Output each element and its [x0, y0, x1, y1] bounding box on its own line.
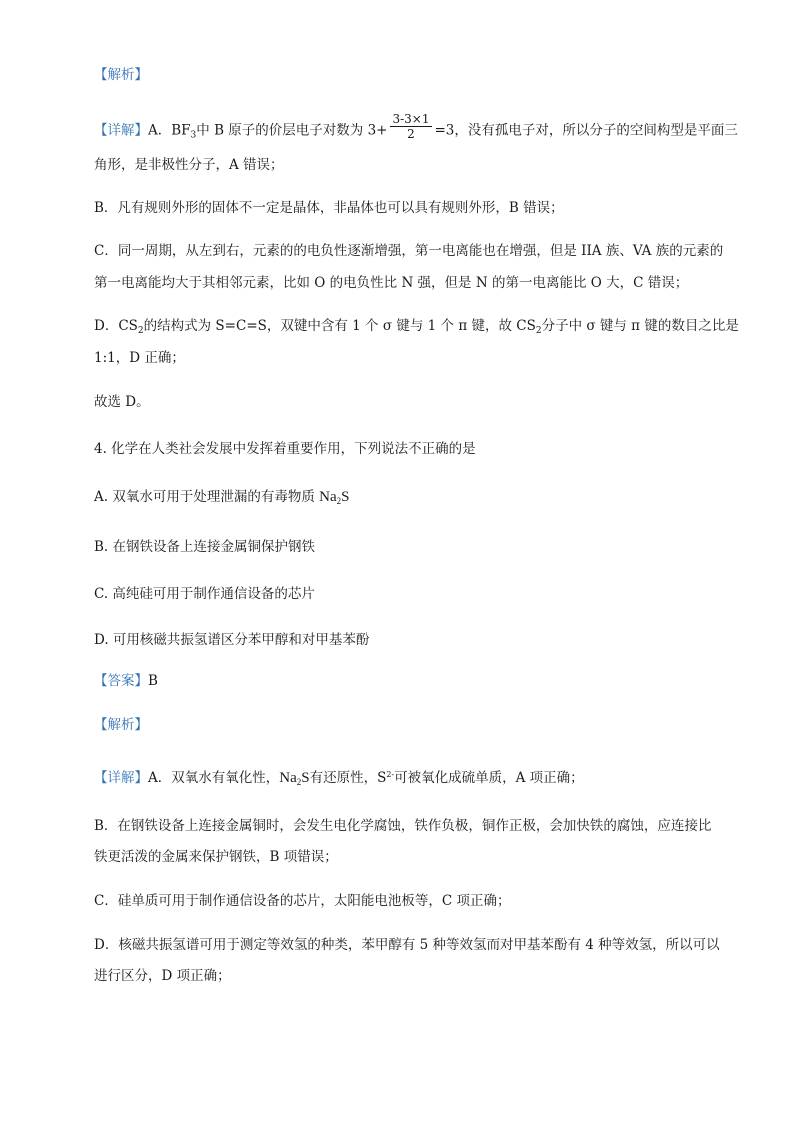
answer-value: B [148, 673, 158, 689]
question-4-option-d: D. 可用核磁共振氢谱区分苯甲醇和对甲基苯酚 [94, 632, 370, 648]
question-4-option-b: B. 在钢铁设备上连接金属铜保护钢铁 [94, 539, 316, 555]
detail-option-b: B．凡有规则外形的固体不一定是晶体，非晶体也可以具有规则外形，B 错误； [94, 200, 564, 216]
answer-line [94, 672, 158, 690]
detail2-option-c: C．硅单质可用于制作通信设备的芯片，太阳能电池板等，C 项正确； [94, 893, 511, 909]
detail-option-a-line1: 【详解】A．$BF_3$中 B 原子的价层电子对数为 3+ $\frac{3-3\times 1}{2}$ =3，没有孤电子对，所以分子的空间构型是平面三 [94, 112, 738, 141]
detail2-option-d-line1: D．核磁共振氢谱可用于测定等效氢的种类，苯甲醇有 5 种等效氢而对甲基苯酚有 4 种等效氢，所以可以 [94, 937, 720, 953]
analysis-tag: 【解析】 [94, 67, 148, 83]
question-4-option-a: A. 双氧水可用于处理泄漏的有毒物质 $Na_2S$ [94, 489, 350, 506]
detail2-option-d-line2: 进行区分，D 项正确； [94, 968, 231, 984]
detail-tag: 【详解】 [94, 770, 148, 786]
detail-option-d-line1: D．$CS_2$的结构式为 S=C=S，双键中含有 1 个 σ 键与 1 个 π 键，故 $CS_2$分子中 σ 键与 π 键的数目之比是 [94, 318, 739, 336]
fraction: $\frac{3-3\times 1}{2}$ [392, 112, 430, 141]
choose-answer: 故选 D。 [94, 394, 150, 410]
detail-option-c-line2: 第一电离能均大于其相邻元素，比如 O 的电负性比 N 强，但是 N 的第一电离能比 O 大，C 错误； [94, 275, 689, 291]
detail2-option-b-line2: 铁更活泼的金属来保护钢铁，B 项错误； [94, 849, 338, 865]
detail-option-c-line1: C．同一周期，从左到右，元素的的电负性逐渐增强，第一电离能也在增强，但是 IIA 族、VA 族的元素的 [94, 243, 724, 259]
analysis-tag: 【解析】 [94, 717, 148, 733]
question-4-stem: 4. 化学在人类社会发展中发挥着重要作用，下列说法不正确的是 [94, 441, 476, 457]
answer-tag: 【答案】 [94, 673, 148, 689]
analysis-heading [94, 66, 148, 84]
detail-option-d-line2: 1:1，D 正确； [94, 350, 185, 366]
detail2-option-b-line1: B．在钢铁设备上连接金属铜时，会发生电化学腐蚀，铁作负极，铜作正极，会加快铁的腐蚀，应连接比 [94, 818, 712, 834]
detail-tag: 【详解】 [94, 122, 148, 139]
analysis-heading-2 [94, 716, 148, 734]
detail-option-a-line2: 角形，是非极性分子，A 错误； [94, 157, 284, 173]
detail2-option-a: 【详解】A．双氧水有氧化性，$Na_2S$有还原性，$S^{2-}$可被氧化成硫单质，A 项正确； [94, 770, 584, 787]
question-4-option-c: C. 高纯硅可用于制作通信设备的芯片 [94, 586, 315, 602]
